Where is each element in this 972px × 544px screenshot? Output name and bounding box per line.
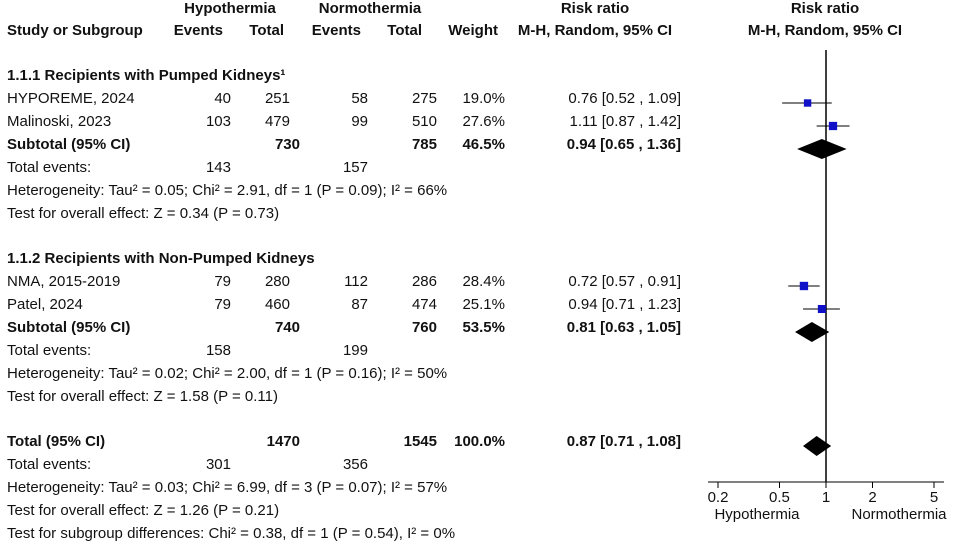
favours-right-label: Normothermia (851, 506, 947, 523)
total-total1: 1470 (266, 433, 300, 450)
pooled-diamond (803, 436, 831, 456)
total2-value: 510 (411, 113, 437, 130)
total-total2: 1545 (403, 433, 437, 450)
x-tick-label: 0.5 (769, 489, 790, 506)
events1-header: Events (173, 22, 223, 39)
weight-value: 25.1% (462, 296, 505, 313)
heterogeneity-text: Heterogeneity: Tau² = 0.05; Chi² = 2.91, df = 1 (P = 0.09); I² = 66% (7, 182, 448, 199)
total-overall-effect-text: Test for overall effect: Z = 1.26 (P = 0.21) (7, 502, 280, 519)
weight-value: 19.0% (462, 90, 505, 107)
subtotal-label: Subtotal (95% CI) (7, 319, 131, 336)
pooled-diamond (797, 139, 847, 159)
events1-value: 40 (214, 90, 231, 107)
total-events-label: Total events: (7, 159, 92, 176)
x-tick-label: 1 (821, 489, 831, 506)
events2-value: 58 (351, 90, 368, 107)
total-events-label: Total events: (7, 342, 92, 359)
total-label: Total (95% CI) (7, 433, 106, 450)
risk-ratio-ci: 0.76 [0.52 , 1.09] (568, 90, 681, 107)
study-point-estimate (818, 305, 826, 313)
subtotal-ci: 0.94 [0.65 , 1.36] (566, 136, 681, 153)
events1-value: 103 (205, 113, 231, 130)
total2-value: 275 (411, 90, 437, 107)
total-events2: 199 (342, 342, 368, 359)
weight-header: Weight (448, 22, 498, 39)
study-column-header: Study or Subgroup (7, 22, 143, 39)
events2-value: 99 (351, 113, 368, 130)
events2-value: 87 (351, 296, 368, 313)
x-tick-label: 0.2 (707, 489, 729, 506)
subtotal-total2: 760 (411, 319, 437, 336)
group1-header: Hypothermia (184, 0, 276, 17)
weight-value: 28.4% (462, 273, 505, 290)
events1-value: 79 (214, 296, 231, 313)
study-name: HYPOREME, 2024 (7, 90, 135, 107)
risk-ratio-ci: 0.72 [0.57 , 0.91] (568, 273, 681, 290)
total1-value: 280 (264, 273, 290, 290)
study-point-estimate (800, 282, 808, 290)
total2-value: 474 (411, 296, 437, 313)
total-events1: 158 (205, 342, 231, 359)
events1-value: 79 (214, 273, 231, 290)
total-events-label: Total events: (7, 456, 92, 473)
x-tick-label: 5 (929, 489, 939, 506)
total-events1: 143 (205, 159, 231, 176)
heterogeneity-text: Heterogeneity: Tau² = 0.02; Chi² = 2.00, df = 1 (P = 0.16); I² = 50% (7, 365, 448, 382)
total-heterogeneity-text: Heterogeneity: Tau² = 0.03; Chi² = 6.99, df = 3 (P = 0.07); I² = 57% (7, 479, 448, 496)
risk-ratio-header: Risk ratio (560, 0, 630, 17)
total1-value: 251 (264, 90, 290, 107)
subtotal-weight: 46.5% (462, 136, 505, 153)
subtotal-total2: 785 (411, 136, 437, 153)
total1-header: Total (249, 22, 284, 39)
total-events2: 157 (342, 159, 368, 176)
risk-ratio-ci: 1.11 [0.87 , 1.42] (569, 113, 681, 130)
subtotal-total1: 740 (274, 319, 300, 336)
favours-left-label: Hypothermia (714, 506, 800, 523)
study-name: NMA, 2015-2019 (7, 273, 121, 290)
subtotal-ci: 0.81 [0.63 , 1.05] (566, 319, 681, 336)
total2-header: Total (387, 22, 422, 39)
study-point-estimate (804, 99, 811, 106)
subtotal-weight: 53.5% (462, 319, 505, 336)
total-events2: 356 (342, 456, 368, 473)
subgroup-differences-text: Test for subgroup differences: Chi² = 0.38, df = 1 (P = 0.54), I² = 0% (7, 525, 456, 542)
risk-ratio-plot-header: Risk ratio (790, 0, 860, 17)
method-plot-header: M-H, Random, 95% CI (747, 22, 903, 39)
method-header: M-H, Random, 95% CI (517, 22, 673, 39)
total1-value: 479 (264, 113, 290, 130)
x-tick-label: 2 (868, 489, 877, 506)
subgroup-1-title: 1.1.1 Recipients with Pumped Kidneys¹ (7, 67, 286, 84)
total-events1: 301 (205, 456, 231, 473)
overall-effect-text: Test for overall effect: Z = 0.34 (P = 0.73) (7, 205, 280, 222)
overall-effect-text: Test for overall effect: Z = 1.58 (P = 0.11) (7, 388, 278, 405)
subtotal-total1: 730 (274, 136, 300, 153)
total-weight: 100.0% (454, 433, 505, 450)
total1-value: 460 (264, 296, 290, 313)
study-point-estimate (829, 122, 837, 130)
subtotal-label: Subtotal (95% CI) (7, 136, 131, 153)
weight-value: 27.6% (462, 113, 505, 130)
study-name: Patel, 2024 (7, 296, 83, 313)
total2-value: 286 (411, 273, 437, 290)
risk-ratio-ci: 0.94 [0.71 , 1.23] (568, 296, 681, 313)
subgroup-2-title: 1.1.2 Recipients with Non-Pumped Kidneys (7, 250, 315, 267)
total-ci: 0.87 [0.71 , 1.08] (566, 433, 681, 450)
group2-header: Normothermia (318, 0, 422, 17)
events2-header: Events (311, 22, 361, 39)
study-name: Malinoski, 2023 (7, 113, 112, 130)
events2-value: 112 (344, 273, 368, 290)
pooled-diamond (795, 322, 829, 342)
